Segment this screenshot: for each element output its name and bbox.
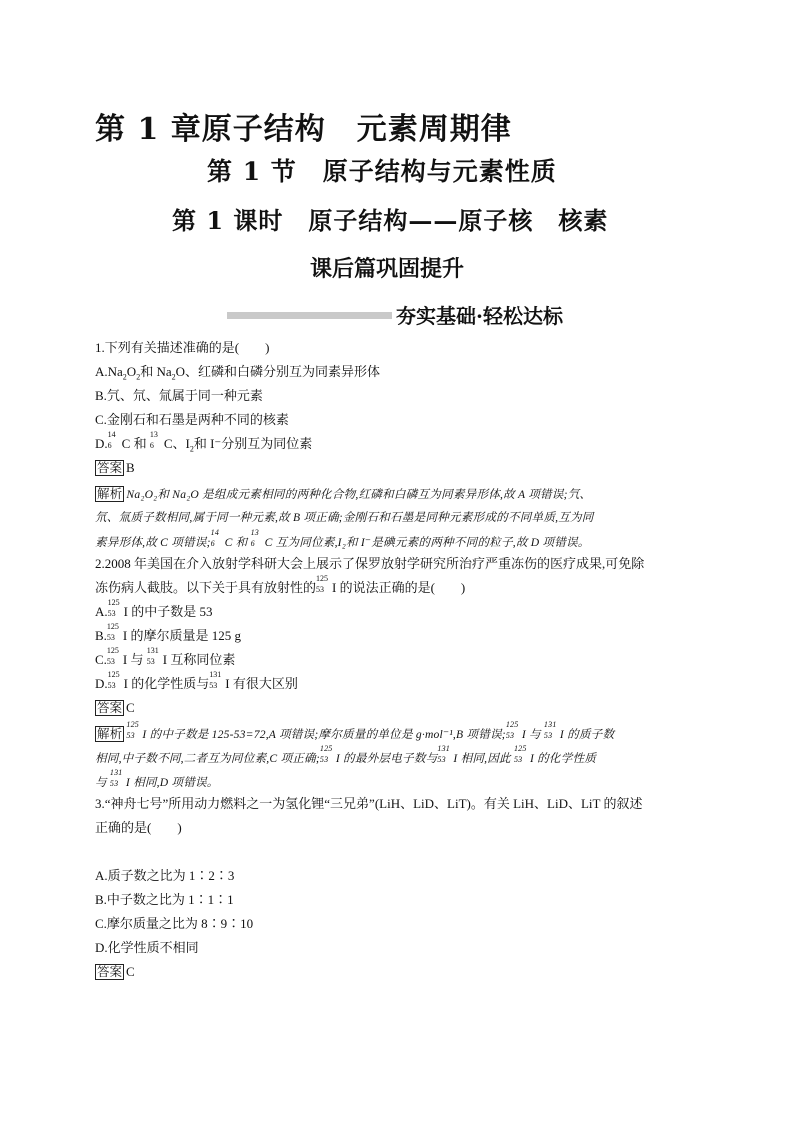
text: 相同,中子数不同,二者互为同位素,C 项正确; [95,752,320,765]
text: I 的中子数是 125-53=72,A 项错误;摩尔质量的单位是 g·mol⁻¹,B 项错误; [142,728,506,741]
q3-option-c: C.摩尔质量之比为 8∶9∶10 [95,916,254,931]
isotope-i131: 131 53 [209,670,222,690]
text: 冻伤病人截肢。以下关于具有放射性的 [95,580,317,595]
q2-answer [95,700,135,716]
text: C 和 [224,536,248,549]
text: I 的化学性质与 [123,676,210,691]
isotope-i131: 131 53 [146,646,159,666]
text: 和 Na [140,364,172,379]
q1-option-a: $A.Na_2O_2$和 $Na_2O$、红磷和白磷分别互为同素异形体 [95,364,380,382]
text: 素异形体,故 C 项错误; [95,536,211,549]
q2-explanation-line-1 [95,720,615,742]
answer-value: B [126,460,135,475]
isotope-i131: 131 53 [437,744,451,764]
q1-option-c: C.金刚石和石墨是两种不同的核素 [95,412,289,427]
q1-explanation-line-1 [95,486,591,502]
text: I 有很大区别 [225,676,298,691]
isotope-c13: 13 6 [149,430,158,450]
text: I 互称同位素 [162,652,236,667]
isotope-i125: 125 53 [319,744,333,764]
q1-stem: 1.下列有关描述准确的是( ) [95,340,270,355]
q2-option-c [95,646,236,668]
explanation-tag: 解析 [97,727,123,741]
isotope-i125: 125 53 [505,720,519,740]
text: I 的质子数 [559,728,615,741]
text: I 的中子数是 53 [123,604,213,619]
q2-explanation-line-2 [95,744,597,766]
q1-option-d: D. 14 6 C 和 13 6 C、$I_2$和 I⁻分别互为同位素 [95,430,313,454]
section-title: 第 1 节 原子结构与元素性质 [207,157,557,186]
text: 和 [133,436,147,451]
answer-tag: 答案 [97,701,123,715]
isotope-c14: 14 6 [107,430,116,450]
q3-option-b: B.中子数之比为 1∶1∶1 [95,892,234,907]
q1-option-b: B.氕、氘、氚属于同一种元素 [95,388,263,403]
isotope-i125: 125 53 [106,622,119,642]
q3-option-d: D.化学性质不相同 [95,940,199,955]
isotope-i125: 125 53 [513,744,527,764]
q2-stem-line-1: 2.2008 年美国在介入放射学科研大会上展示了保罗放射学研究所治疗严重冻伤的医疗成果,可免除 [95,556,645,571]
text: A. [95,604,108,619]
text: I 相同,因此 [453,752,511,765]
text: O、红磷和白磷分别互为同素异形体 [175,364,380,379]
text: D. [95,436,108,451]
isotope-i125: 125 53 [106,646,119,666]
isotope-i125: 125 53 [107,670,120,690]
text: 和 I⁻分别互为同位素 [193,436,313,451]
q2-explanation-line-3 [95,768,219,790]
part-title: 课后篇巩固提升 [310,256,465,282]
text: C、I [163,436,190,451]
q2-stem-line-2 [95,574,466,596]
answer-value: C [126,964,135,979]
text: I 的化学性质 [529,752,597,765]
text: B. [95,628,107,643]
text: A.Na [95,364,123,379]
text: I 的最外层电子数与 [335,752,438,765]
isotope-c13: 13 6 [250,528,259,548]
q2-option-a [95,598,213,620]
q3-stem-line-2: 正确的是( ) [95,820,182,835]
q1-explanation-line-3 [95,528,590,550]
text: I 的摩尔质量是 125 g [122,628,242,643]
text: C. [95,652,107,667]
q2-option-d [95,670,298,692]
isotope-i131: 131 53 [109,768,123,788]
isotope-i131: 131 53 [543,720,557,740]
q1-answer [95,460,135,476]
chapter-title: 第 1 章原子结构 元素周期律 [95,112,512,147]
text: I 与 [521,728,541,741]
answer-value: C [126,700,135,715]
q3-option-a: A.质子数之比为 1∶2∶3 [95,868,235,883]
isotope-i125: 125 53 [316,574,329,594]
lesson-title: 第 1 课时 原子结构——原子核 核素 [172,206,609,235]
isotope-c14: 14 6 [210,528,220,548]
text: D. [95,676,108,691]
q3-stem-line-1: 3.“神舟七号”所用动力燃料之一为氢化锂“三兄弟”(LiH、LiD、LiT)。有关 LiH、LiD、LiT 的叙述 [95,796,643,811]
text: C [121,436,131,451]
q1-explanation-line-2: 氘、氚质子数相同,属于同一种元素,故 B 项正确;金刚石和石墨是同种元素形成的不同单质,互为同 [95,511,594,524]
isotope-i125: 125 53 [107,598,120,618]
explanation-tag: 解析 [97,487,123,501]
text: I 的说法正确的是( ) [332,580,466,595]
text: 与 [95,776,107,789]
text: I 与 [122,652,144,667]
q2-option-b [95,622,242,644]
text: Na₂O₂和 Na₂O 是组成元素相同的两种化合物,红磷和白磷互为同素异形体,故 A 项错误;氕、 [126,488,592,501]
q3-answer [95,964,135,980]
section-divider-bar [227,312,392,319]
isotope-i125: 125 53 [126,720,140,740]
text: O [126,364,137,379]
answer-tag: 答案 [97,461,123,475]
answer-tag: 答案 [97,965,123,979]
subpart-title: 夯实基础·轻松达标 [396,304,563,328]
text: I 相同,D 项错误。 [125,776,219,789]
text: C 互为同位素,I₂和 I⁻是碘元素的两种不同的粒子,故 D 项错误。 [264,536,590,549]
